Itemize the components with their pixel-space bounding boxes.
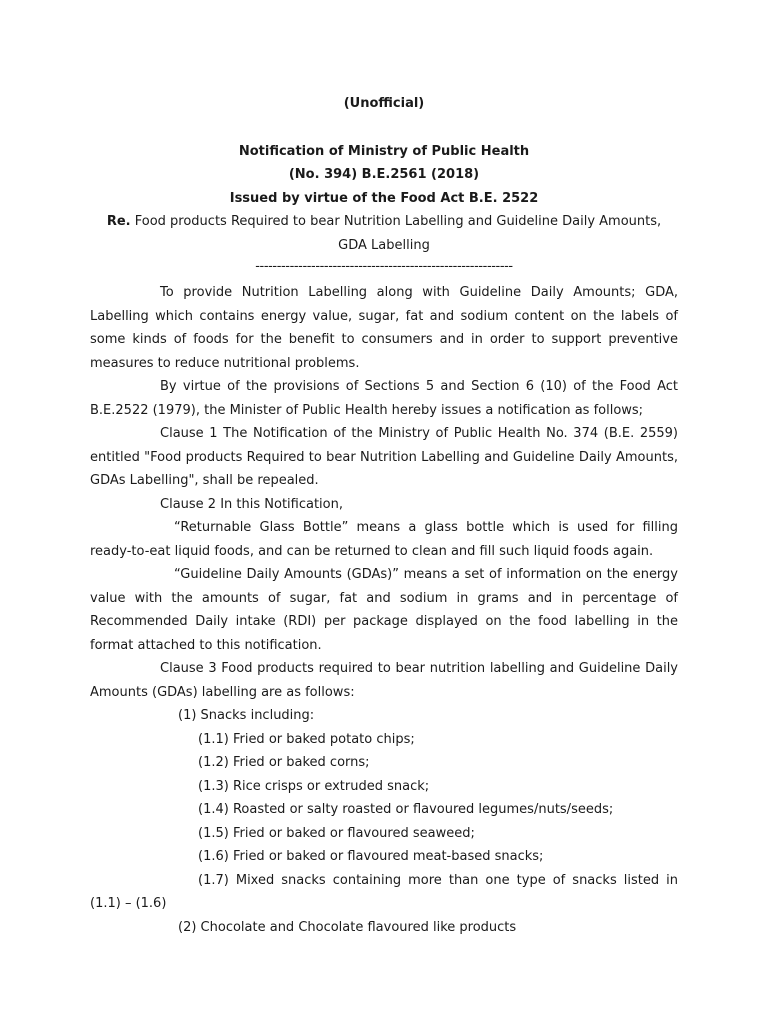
subject-text-continued: GDA Labelling <box>338 237 430 253</box>
list-item-mixed-snacks: (1.7) Mixed snacks containing more than one type of snacks listed in (1.1) – (1.6) <box>90 872 678 911</box>
subject-label: Re. <box>106 214 131 229</box>
subject-line <box>90 210 678 234</box>
list-item: (1.6) Fried or baked or flavoured meat-based snacks; <box>198 849 544 864</box>
preamble-paragraph: To provide Nutrition Labelling along with Guideline Daily Amounts; GDA, Labelling which contains energy value, sugar, fat and sodium content on the labels of some kinds of foods for the benefit to consumers and in order to support preventive measures to reduce nutritional problems. <box>90 285 678 371</box>
subject-text: Food products Required to bear Nutrition Labelling and Guideline Daily Amounts, <box>134 214 662 229</box>
notification-title: Notification of Ministry of Public Health <box>238 143 530 159</box>
divider-line: ------------------------------------------------------------ <box>255 259 513 274</box>
list-item-chocolate: (2) Chocolate and Chocolate flavoured like products <box>178 919 517 935</box>
list-item: (1.5) Fried or baked or flavoured seaweed; <box>198 825 475 841</box>
list-item-snacks: (1) Snacks including: <box>178 708 315 723</box>
list-item: (1.4) Roasted or salty roasted or flavoured legumes/nuts/seeds; <box>198 802 614 817</box>
clause-2-paragraph: Clause 2 In this Notification, <box>160 496 343 512</box>
notification-number: (No. 394) B.E.2561 (2018) <box>288 167 480 182</box>
notification-authority: Issued by virtue of the Food Act B.E. 2522 <box>229 190 539 206</box>
authority-paragraph: By virtue of the provisions of Sections 5 and Section 6 (10) of the Food Act B.E.2522 (1979), the Minister of Public Health hereby issues a notification as follows; <box>90 379 678 418</box>
definition-returnable-bottle: “Returnable Glass Bottle” means a glass bottle which is used for filling ready-to-eat liquid foods, and can be returned to clean and fill such liquid foods again. <box>90 520 678 559</box>
list-item: (1.2) Fried or baked corns; <box>198 755 370 770</box>
clause-3-paragraph: Clause 3 Food products required to bear nutrition labelling and Guideline Daily Amounts (GDAs) labelling are as follows: <box>90 661 678 700</box>
definition-gda: “Guideline Daily Amounts (GDAs)” means a set of information on the energy value with the amounts of sugar, fat and sodium in grams and in percentage of Recommended Daily intake (RDI) per package displayed on the food labelling in the format attached to this notification. <box>90 567 678 653</box>
unofficial-label: (Unofficial) <box>343 96 425 111</box>
clause-1-paragraph: Clause 1 The Notification of the Ministry of Public Health No. 374 (B.E. 2559) entitled "Food products Required to bear Nutrition Labelling and Guideline Daily Amounts, GDAs Labelling", shall be repealed. <box>90 426 678 488</box>
list-item: (1.3) Rice crisps or extruded snack; <box>198 778 430 794</box>
list-item: (1.1) Fried or baked potato chips; <box>198 731 415 747</box>
document-body <box>90 92 678 939</box>
